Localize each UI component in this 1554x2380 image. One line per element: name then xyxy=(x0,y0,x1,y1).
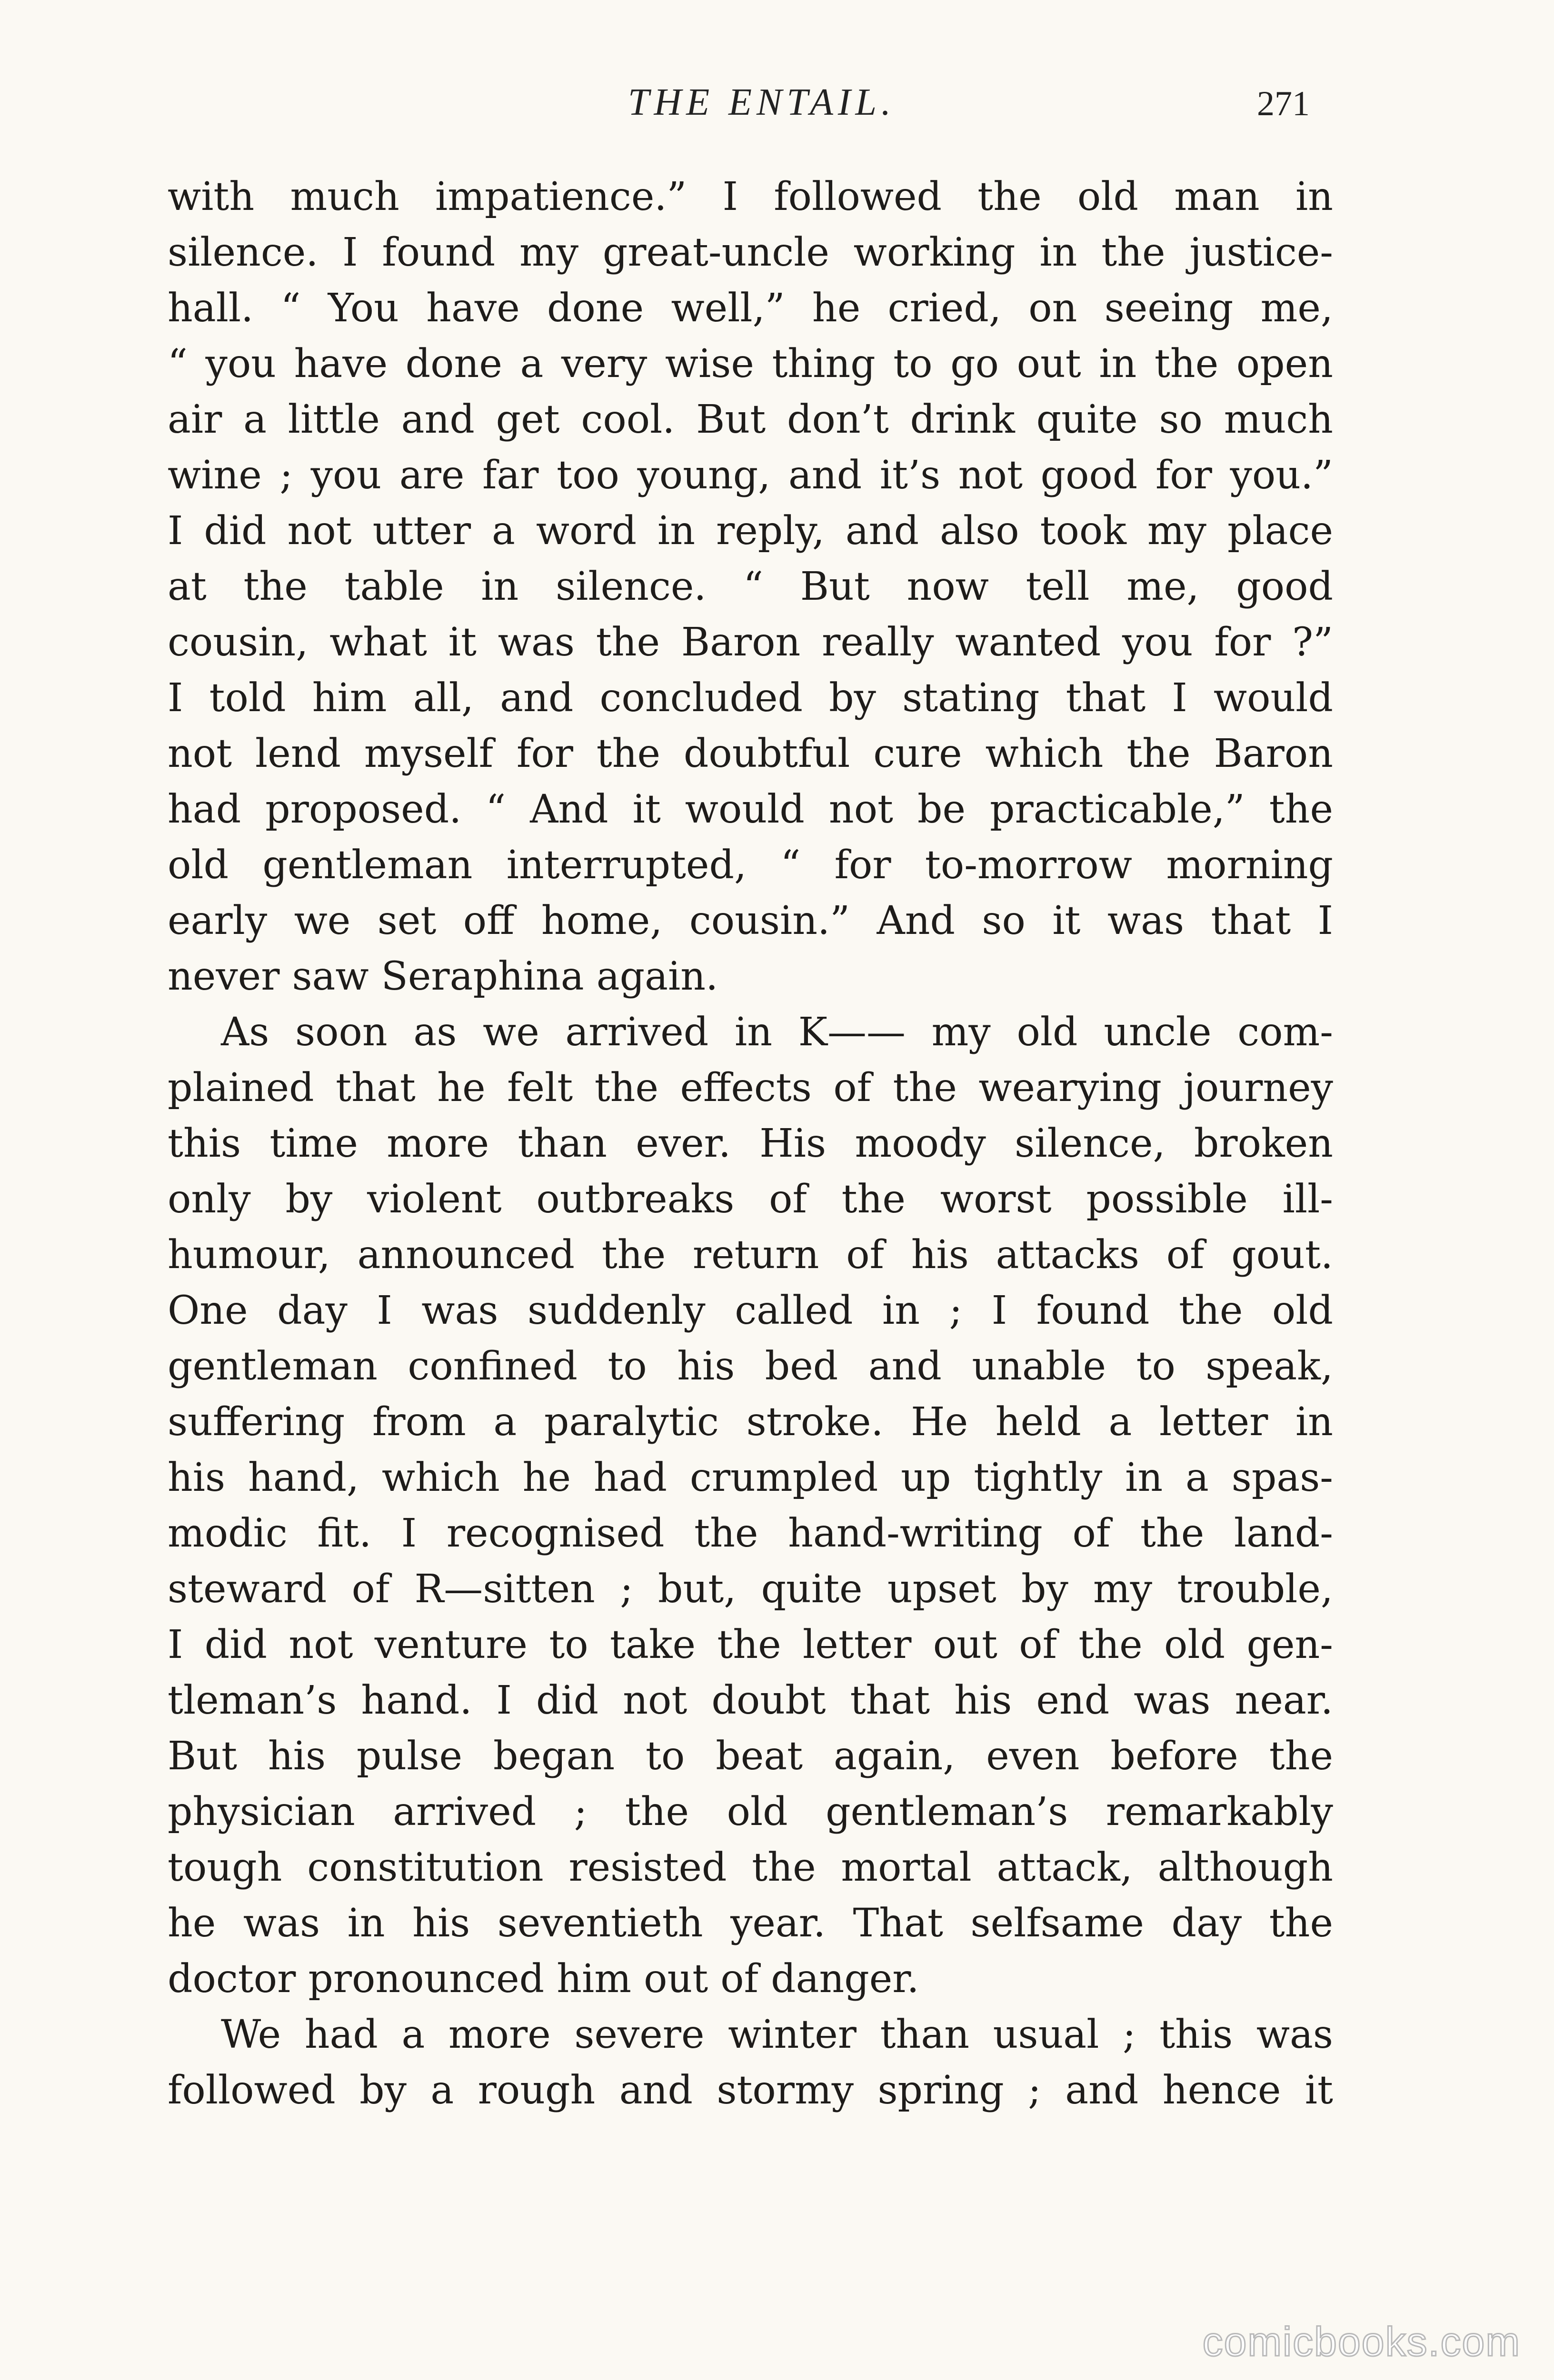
paragraph-first-line: We had a more severe winter than usual ; this was xyxy=(221,2012,1333,2057)
text-line: tleman’s hand. I did not doubt that his end was near. xyxy=(168,1678,1333,1723)
text-line: plained that he felt the effects of the wearying journey xyxy=(168,1065,1333,1111)
text-line: “ you have done a very wise thing to go out in the open xyxy=(168,341,1333,387)
text-line: early we set off home, cousin.” And so it was that I xyxy=(168,898,1333,943)
text-line: he was in his seventieth year. That selfsame day the xyxy=(168,1901,1333,1946)
running-title: THE ENTAIL. xyxy=(628,81,896,123)
text-line: steward of R—sitten ; but, quite upset by my trouble, xyxy=(168,1567,1333,1612)
text-line: at the table in silence. “ But now tell me, good xyxy=(168,564,1333,609)
text-line: But his pulse began to beat again, even before the xyxy=(168,1734,1333,1779)
running-head xyxy=(0,81,1554,133)
text-line: gentleman confined to his bed and unable to speak, xyxy=(168,1344,1333,1389)
text-line: wine ; you are far too young, and it’s not good for you.” xyxy=(168,453,1333,498)
text-line: I did not utter a word in reply, and also took my place xyxy=(168,508,1333,554)
text-line: I told him all, and concluded by stating that I would xyxy=(168,675,1333,721)
text-line: with much impatience.” I followed the old man in xyxy=(168,174,1333,219)
text-line: his hand, which he had crumpled up tightly in a spas- xyxy=(168,1455,1333,1500)
text-line: not lend myself for the doubtful cure which the Baron xyxy=(168,731,1333,776)
text-line: One day I was suddenly called in ; I found the old xyxy=(168,1288,1333,1333)
text-line: modic fit. I recognised the hand-writing of the land- xyxy=(168,1511,1333,1556)
paragraph-first-line: As soon as we arrived in K—— my old uncle com- xyxy=(221,1010,1333,1055)
text-line: never saw Seraphina again. xyxy=(168,954,718,999)
text-line: had proposed. “ And it would not be practicable,” the xyxy=(168,787,1333,832)
text-line: hall. “ You have done well,” he cried, on seeing me, xyxy=(168,286,1333,331)
text-line: cousin, what it was the Baron really wanted you for ?” xyxy=(168,620,1333,665)
text-line: only by violent outbreaks of the worst possible ill- xyxy=(168,1177,1333,1222)
text-line: suffering from a paralytic stroke. He held a letter in xyxy=(168,1399,1333,1445)
text-line: I did not venture to take the letter out of the old gen- xyxy=(168,1622,1333,1667)
page-number: 271 xyxy=(1257,84,1310,123)
text-line: silence. I found my great-uncle working in the justice- xyxy=(168,230,1333,275)
text-line: this time more than ever. His moody silence, broken xyxy=(168,1121,1333,1166)
text-line: physician arrived ; the old gentleman’s remarkably xyxy=(168,1789,1333,1835)
text-line: tough constitution resisted the mortal attack, although xyxy=(168,1845,1333,1890)
text-line: old gentleman interrupted, “ for to-morrow morning xyxy=(168,843,1333,888)
text-line: followed by a rough and stormy spring ; and hence it xyxy=(168,2068,1333,2113)
body-text xyxy=(168,169,1333,2118)
watermark-logo: comicbooks.com xyxy=(1202,2319,1521,2365)
text-line: air a little and get cool. But don’t drink quite so much xyxy=(168,397,1333,442)
text-line: doctor pronounced him out of danger. xyxy=(168,1956,919,2002)
text-line: humour, announced the return of his attacks of gout. xyxy=(168,1232,1333,1278)
